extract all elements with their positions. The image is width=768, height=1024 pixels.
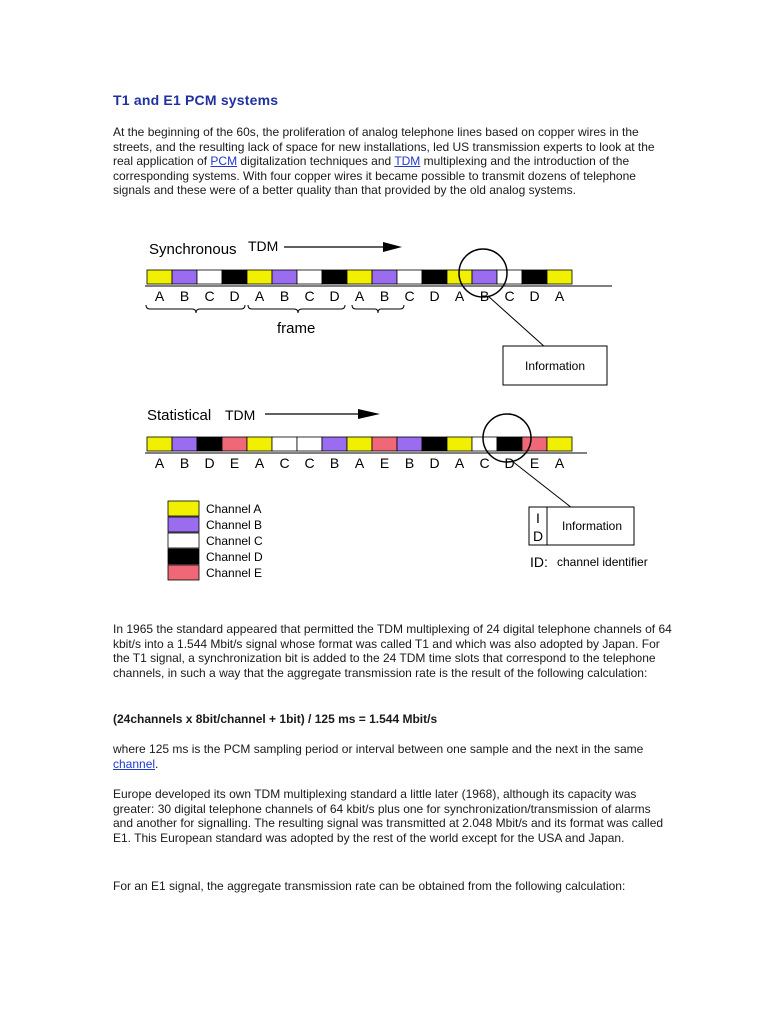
legend-label-b: Channel B [206, 518, 263, 532]
sync-tdm-label: TDM [248, 238, 279, 254]
stat-slot-letter-2: D [204, 455, 215, 471]
stat-slot-11 [422, 437, 447, 451]
intro-paragraph [113, 125, 673, 198]
stat-slot-14 [497, 437, 522, 451]
stat-arrow [265, 409, 380, 419]
sampling-text: where 125 ms is the PCM sampling period or interval between one sample and the next in the same [113, 742, 644, 756]
legend-swatch-b [168, 517, 199, 532]
stat-slot-letter-6: C [304, 455, 315, 471]
stat-slot-letter-16: A [554, 455, 565, 471]
sync-slot-letter-11: D [429, 288, 440, 304]
sampling-end: . [155, 756, 159, 771]
sync-slot-letter-12: A [454, 288, 465, 304]
pcm-link[interactable]: PCM [210, 154, 238, 169]
stat-letter-row [155, 455, 565, 471]
stat-slot-letter-3: E [229, 455, 240, 471]
sync-slot-letter-2: C [204, 288, 215, 304]
sync-slot-letter-16: A [554, 288, 565, 304]
sync-slot-15 [522, 270, 547, 284]
sync-slot-6 [297, 270, 322, 284]
sync-slot-letter-6: C [304, 288, 315, 304]
stat-tdm-label: TDM [225, 407, 256, 423]
channel-link[interactable]: channel [113, 756, 156, 771]
id-letter-d: D [532, 528, 544, 544]
sync-slot-letter-10: C [404, 288, 415, 304]
legend-label-c: Channel C [206, 534, 263, 548]
sync-slot-1 [172, 270, 197, 284]
stat-slot-10 [397, 437, 422, 451]
stat-slot-letter-4: A [254, 455, 265, 471]
sync-slot-letter-13: B [479, 288, 490, 304]
sync-slot-5 [272, 270, 297, 284]
stat-slot-5 [272, 437, 297, 451]
sync-slot-14 [497, 270, 522, 284]
frame-braces [146, 305, 404, 313]
stat-slot-15 [522, 437, 547, 451]
legend-swatch-e [168, 565, 199, 580]
sync-slot-letter-4: A [254, 288, 265, 304]
legend-label-d: Channel D [206, 550, 263, 564]
legend-label-e: Channel E [206, 566, 263, 580]
legend-swatch-d [168, 549, 199, 564]
stat-slot-letter-10: B [404, 455, 415, 471]
frame-label: frame [277, 320, 316, 337]
stat-slot-letter-14: D [504, 455, 515, 471]
stat-slot-letter-8: A [354, 455, 365, 471]
legend-label-a: Channel A [206, 502, 262, 516]
stat-slot-8 [347, 437, 372, 451]
stat-slot-letter-15: E [529, 455, 540, 471]
sync-slot-row [147, 270, 572, 284]
sync-slot-9 [372, 270, 397, 284]
sync-slot-7 [322, 270, 347, 284]
sync-slot-letter-1: B [179, 288, 190, 304]
sync-label: Synchronous [149, 241, 237, 258]
sync-information-label: Information [524, 359, 586, 373]
legend-swatch-c [168, 533, 199, 548]
stat-information-label: Information [561, 519, 623, 533]
page-title: T1 and E1 PCM systems [113, 92, 279, 108]
sync-slot-4 [247, 270, 272, 284]
channel-legend [168, 501, 263, 580]
stat-slot-16 [547, 437, 572, 451]
id-caption: channel identifier [557, 555, 648, 569]
stat-slot-letter-12: A [454, 455, 465, 471]
sync-slot-letter-0: A [154, 288, 165, 304]
sync-slot-13 [472, 270, 497, 284]
stat-slot-letter-13: C [479, 455, 490, 471]
sync-slot-letter-7: D [329, 288, 340, 304]
stat-slot-row [147, 437, 572, 451]
sync-slot-2 [197, 270, 222, 284]
tdm-diagram [0, 225, 768, 605]
sync-slot-10 [397, 270, 422, 284]
intro-text-2: digitalization techniques and [237, 154, 395, 169]
sync-slot-11 [422, 270, 447, 284]
sync-slot-letter-8: A [354, 288, 365, 304]
stat-slot-4 [247, 437, 272, 451]
stat-label: Statistical [147, 407, 212, 424]
sync-arrow [284, 242, 402, 252]
sync-slot-letter-15: D [529, 288, 540, 304]
stat-slot-letter-5: C [279, 455, 290, 471]
stat-slot-letter-0: A [154, 455, 165, 471]
sync-slot-letter-14: C [504, 288, 515, 304]
sync-slot-8 [347, 270, 372, 284]
stat-slot-letter-1: B [179, 455, 190, 471]
t1-formula: (24channels x 8bit/channel + 1bit) / 125 ms = 1.544 Mbit/s [113, 712, 438, 726]
sync-slot-0 [147, 270, 172, 284]
intro-text-1: At the beginning of the 60s, the proliferation of analog telephone lines based on copper wires in the streets, and the resulting lack of space for new installations, led US transmission experts to look at the real application of [113, 125, 655, 169]
sync-slot-letter-9: B [379, 288, 390, 304]
id-letter-i: I [536, 510, 540, 526]
stat-slot-0 [147, 437, 172, 451]
sync-slot-letter-3: D [229, 288, 240, 304]
stat-slot-9 [372, 437, 397, 451]
sync-slot-16 [547, 270, 572, 284]
sampling-paragraph [113, 742, 673, 771]
sync-slot-3 [222, 270, 247, 284]
stat-slot-12 [447, 437, 472, 451]
id-caption-key: ID: [530, 554, 548, 570]
t1-paragraph: In 1965 the standard appeared that permitted the TDM multiplexing of 24 digital telephone channels of 64 kbit/s into a 1.544 Mbit/s signal whose format was called T1 and which was also adopted by Japan. For the T1 signal, a synchronization bit is added to the 24 TDM time slots that correspond to the telephone channels, in such a way that the aggregate transmission rate is the result of the following calculation: [113, 622, 672, 680]
sync-slot-letter-5: B [279, 288, 290, 304]
stat-slot-2 [197, 437, 222, 451]
stat-slot-7 [322, 437, 347, 451]
stat-slot-letter-9: E [379, 455, 390, 471]
intro-text-3: multiplexing and the introduction of the corresponding systems. With four copper wires it became possible to transmit dozens of telephone signals and these were of a better quality than that provided by the old analog systems. [113, 154, 636, 198]
stat-slot-letter-11: D [429, 455, 440, 471]
legend-swatch-a [168, 501, 199, 516]
sync-letter-row [155, 288, 565, 304]
e1-calc-paragraph: For an E1 signal, the aggregate transmission rate can be obtained from the following calculation: [113, 879, 626, 893]
stat-slot-letter-7: B [329, 455, 340, 471]
tdm-link[interactable]: TDM [394, 154, 421, 169]
stat-slot-1 [172, 437, 197, 451]
stat-slot-6 [297, 437, 322, 451]
e1-paragraph: Europe developed its own TDM multiplexing standard a little later (1968), although its capacity was greater: 30 digital telephone channels of 64 kbit/s plus one for synchronization/transmission of alarms and another for signalling. The resulting signal was transmitted at 2.048 Mbit/s and its format was called E1. This European standard was adopted by the rest of the world except for the USA and Japan. [113, 787, 664, 845]
stat-slot-3 [222, 437, 247, 451]
